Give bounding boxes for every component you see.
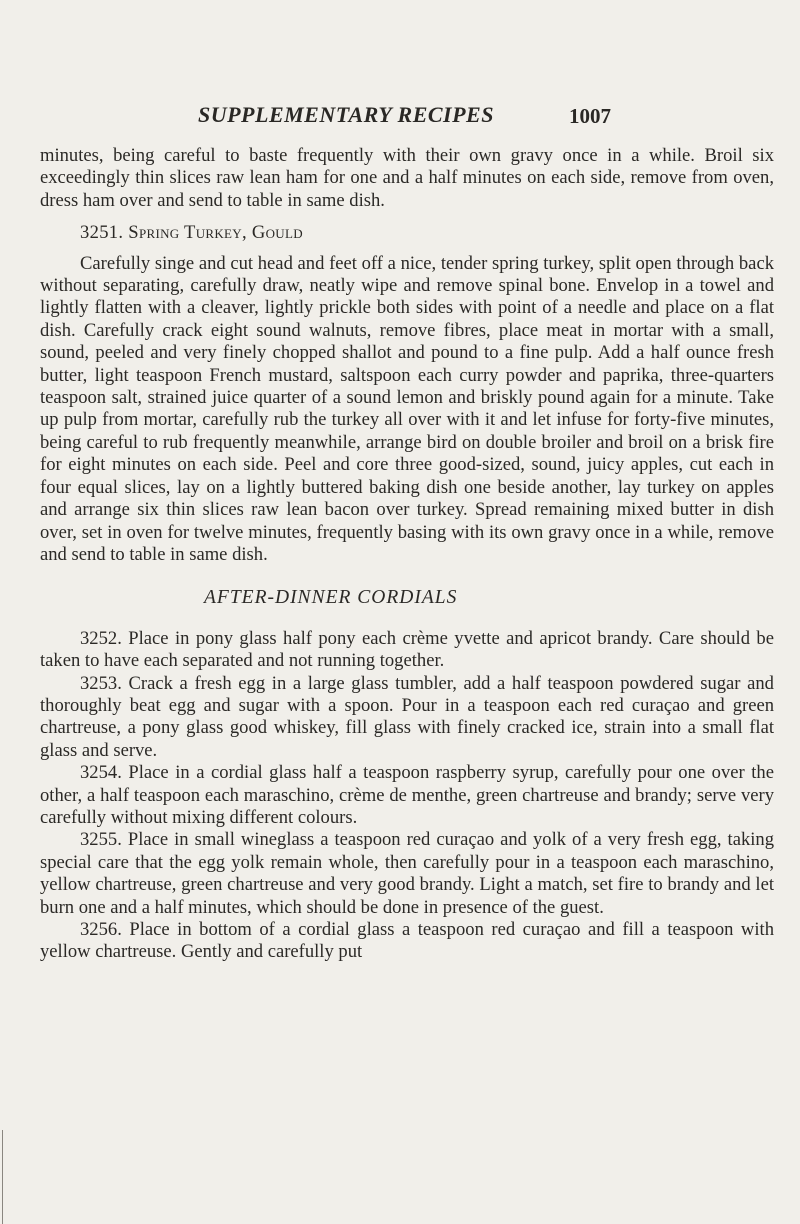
recipe-title: Spring Turkey, Gould [128,222,303,244]
cordial-text: Place in small wineglass a teaspoon red curaçao and yolk of a very fresh egg, taking special care that the egg yolk remain whole, then carefully pour in a teaspoon each maraschino, yellow chartreuse, green chartreuse and very good brandy. Light a match, set fire to brandy and let burn one and a half minutes, which should be done in presence of the guest. [40,829,774,918]
recipe-heading-3251 [40,222,774,244]
section-heading: AFTER-DINNER CORDIALS [204,587,458,609]
cordial-text: Place in bottom of a cordial glass a teaspoon red curaçao and fill a teaspoon with yellow chartreuse. Gently and carefully put [40,919,774,963]
cordial-number: 3253. [80,672,122,694]
cordial-text: Place in a cordial glass half a teaspoon raspberry syrup, carefully pour one over the other, a half teaspoon each maraschino, crème de menthe, green chartreuse and brandy; serve very carefully without mixing different colours. [40,762,774,828]
cordial-3255 [40,829,774,919]
cordial-3254 [40,762,774,829]
cordial-3252 [40,628,774,673]
cordial-3253 [40,673,774,763]
cordial-text: Place in pony glass half pony each crème yvette and apricot brandy. Care should be taken to have each separated and not running together. [40,627,774,672]
continued-paragraph: minutes, being careful to baste frequently with their own gravy once in a while. Broil six exceedingly thin slices raw lean ham for one and a half minutes on each side, remove from oven, dress ham over and send to table in same dish. [40,145,774,211]
recipe-text-3251: Carefully singe and cut head and feet off a nice, tender spring turkey, split open through back without separating, carefully draw, neatly wipe and remove spinal bone. Envelop in a towel and lightly flatten with a cleaver, lightly prickle both sides with point of a needle and place on a flat dish. Carefully crack eight sound walnuts, remove fibres, place meat in mortar with a small, sound, peeled and very finely chopped shallot and pound to a fine pulp. Add a half ounce fresh butter, light teaspoon French mustard, saltspoon each curry powder and paprika, three-quarters teaspoon salt, strained juice quarter of a sound lemon and briskly pound again for a minute. Take up pulp from mortar, carefully rub the turkey all over with it and let infuse for forty-five minutes, being careful to rub frequently meanwhile, arrange bird on double broiler and broil on a brisk fire for eight minutes on each side. Peel and core three good-sized, sound, juicy apples, cut each in four equal slices, lay on a lightly buttered baking dish one beside another, lay turkey on apples and arrange six thin slices raw lean bacon over turkey. Spread remaining mixed butter in dish over, set in oven for twelve minutes, frequently basing with its own gravy once in a while, remove and send to table in same dish. [40,252,774,565]
scan-edge-line [2,1130,3,1224]
page-header [0,102,800,136]
cordial-text: Crack a fresh egg in a large glass tumbler, add a half teaspoon powdered sugar and thoroughly beat egg and sugar with a spoon. Pour in a teaspoon each red curaçao and green chartreuse, a pony glass good whiskey, fill glass with finely cracked ice, strain into a small flat glass and serve. [40,672,774,761]
cordial-number: 3255. [80,829,122,851]
recipe-number: 3251. [80,222,124,244]
running-title: SUPPLEMENTARY RECIPES [198,102,494,127]
cordial-3256 [40,919,774,964]
cordial-number: 3256. [80,919,122,940]
page-body [40,145,774,964]
cordial-number: 3252. [80,627,122,649]
page-number: 1007 [569,104,611,128]
cordial-number: 3254. [80,762,122,784]
